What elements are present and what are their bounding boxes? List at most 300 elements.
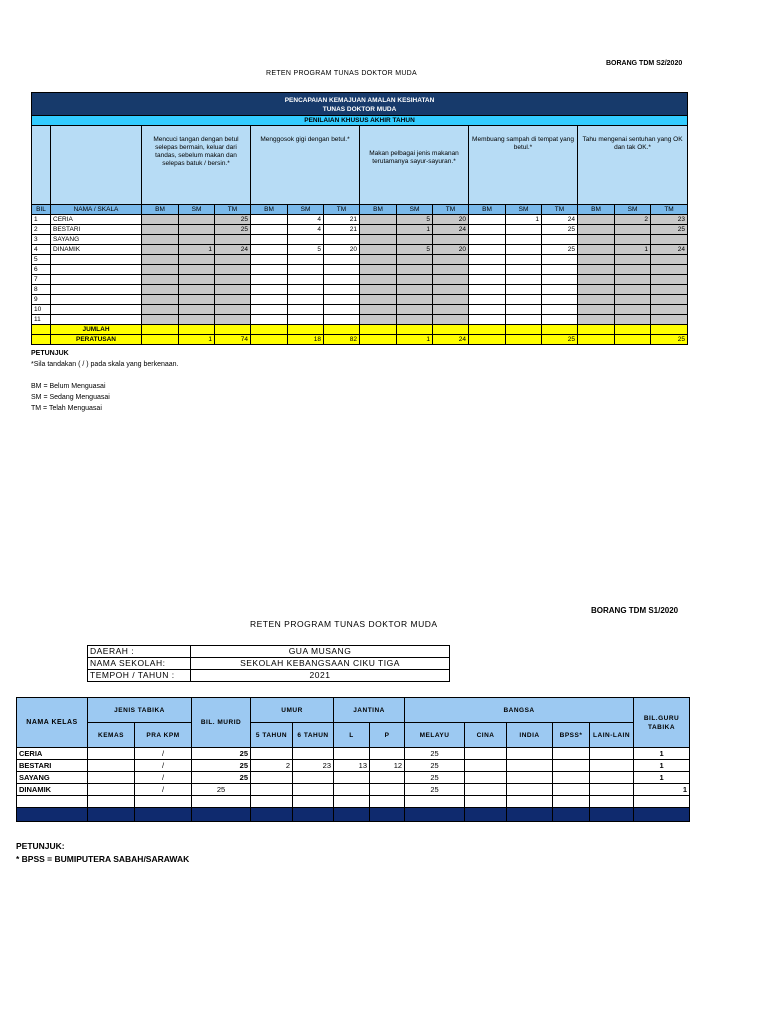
row-value	[433, 305, 469, 315]
scale-header: SM	[397, 205, 433, 215]
row-value: 5	[397, 245, 433, 255]
row-value: 20	[324, 245, 360, 255]
cell-u5	[251, 772, 293, 784]
legend-tm: TM = Telah Menguasai	[31, 405, 102, 412]
cell-india	[507, 784, 553, 796]
criteria-blank-2	[51, 126, 142, 205]
row-value	[651, 305, 688, 315]
row-value	[179, 315, 215, 325]
blank-cell	[293, 796, 334, 808]
cell-p	[370, 772, 405, 784]
cell-lain	[590, 748, 634, 760]
row-value: 25	[542, 245, 578, 255]
form2-title: RETEN PROGRAM TUNAS DOKTOR MUDA	[250, 619, 438, 629]
row-bil: 7	[32, 275, 51, 285]
table-row	[17, 760, 690, 772]
row-value: 1	[506, 215, 542, 225]
row-value	[397, 255, 433, 265]
row-nama	[51, 305, 142, 315]
row-value	[360, 215, 397, 225]
cell-guru: 1	[634, 760, 690, 772]
col-nama: NAMA / SKALA	[51, 205, 142, 215]
hdr-5tahun: 5 TAHUN	[251, 723, 293, 748]
cell-murid: 25	[192, 784, 251, 796]
jumlah-cell	[251, 325, 288, 335]
row-value	[433, 315, 469, 325]
row-value: 25	[215, 225, 251, 235]
row-value	[324, 275, 360, 285]
jumlah-cell	[324, 325, 360, 335]
total-bar-cell	[334, 808, 370, 822]
row-value	[360, 295, 397, 305]
row-value	[215, 285, 251, 295]
row-value	[433, 285, 469, 295]
cell-prakpm: /	[135, 760, 192, 772]
row-value	[615, 235, 651, 245]
row-value	[615, 225, 651, 235]
cell-cina	[465, 748, 507, 760]
row-value	[578, 305, 615, 315]
row-value: 2	[615, 215, 651, 225]
cell-u5	[251, 784, 293, 796]
row-value	[542, 315, 578, 325]
row-value	[360, 305, 397, 315]
row-value	[397, 295, 433, 305]
cell-kemas	[88, 784, 135, 796]
row-value	[360, 265, 397, 275]
cell-melayu: 25	[405, 760, 465, 772]
row-value	[288, 255, 324, 265]
blank-cell	[251, 796, 293, 808]
cell-guru: 1	[634, 784, 690, 796]
cell-prakpm: /	[135, 784, 192, 796]
table-header-banner	[32, 93, 688, 116]
jumlah-row	[32, 325, 688, 335]
header-line-2: TUNAS DOKTOR MUDA	[322, 106, 397, 113]
peratusan-label: PERATUSAN	[51, 335, 142, 345]
info-value-tahun: 2021	[191, 670, 450, 682]
row-value	[651, 295, 688, 305]
row-value: 21	[324, 215, 360, 225]
cell-bpss	[553, 760, 590, 772]
row-value	[142, 305, 179, 315]
blank-cell	[634, 796, 690, 808]
cell-lain	[590, 772, 634, 784]
row-bil: 2	[32, 225, 51, 235]
hdr-p: P	[370, 723, 405, 748]
row-value	[469, 255, 506, 265]
row-value	[506, 255, 542, 265]
jumlah-cell	[506, 325, 542, 335]
row-value	[651, 275, 688, 285]
row-value	[578, 255, 615, 265]
jumlah-cell	[397, 325, 433, 335]
blank-cell	[88, 796, 135, 808]
cell-l: 13	[334, 760, 370, 772]
table-row	[32, 275, 688, 285]
scale-header: SM	[615, 205, 651, 215]
row-value	[615, 285, 651, 295]
row-value	[506, 315, 542, 325]
table-row	[17, 748, 690, 760]
total-bar-cell	[507, 808, 553, 822]
cell-l	[334, 748, 370, 760]
total-bar-cell	[553, 808, 590, 822]
header-line-1: PENCAPAIAN KEMAJUAN AMALAN KESIHATAN	[284, 97, 435, 104]
row-bil: 5	[32, 255, 51, 265]
jumlah-cell	[215, 325, 251, 335]
row-value: 24	[433, 225, 469, 235]
row-value	[433, 255, 469, 265]
row-nama	[51, 315, 142, 325]
row-bil: 6	[32, 265, 51, 275]
row-value	[215, 305, 251, 315]
info-label-daerah: DAERAH :	[88, 646, 191, 658]
row-bil: 1	[32, 215, 51, 225]
row-value	[506, 235, 542, 245]
row-value	[324, 265, 360, 275]
criteria-2: Menggosok gigi dengan betul.*	[251, 126, 360, 205]
row-value	[542, 305, 578, 315]
hdr-nama-kelas: NAMA KELAS	[17, 698, 88, 748]
row-bil: 10	[32, 305, 51, 315]
cell-nama: SAYANG	[17, 772, 88, 784]
legend-sm: SM = Sedang Menguasai	[31, 394, 110, 401]
row-value	[578, 235, 615, 245]
row-value	[578, 275, 615, 285]
total-bar-cell	[251, 808, 293, 822]
total-bar-cell	[405, 808, 465, 822]
cell-india	[507, 748, 553, 760]
row-nama	[51, 275, 142, 285]
peratusan-cell: 82	[324, 335, 360, 345]
col-bil: BIL	[32, 205, 51, 215]
cell-guru: 1	[634, 748, 690, 760]
peratusan-cell	[469, 335, 506, 345]
peratusan-row	[32, 335, 688, 345]
row-value	[142, 285, 179, 295]
peratusan-cell	[360, 335, 397, 345]
row-nama: BESTARI	[51, 225, 142, 235]
peratusan-cell	[142, 335, 179, 345]
row-value	[578, 295, 615, 305]
cell-p: 12	[370, 760, 405, 772]
row-nama: DINAMIK	[51, 245, 142, 255]
row-value	[142, 315, 179, 325]
peratusan-blank	[32, 335, 51, 345]
table-row	[32, 215, 688, 225]
row-value	[542, 255, 578, 265]
row-value	[251, 285, 288, 295]
row-bil: 9	[32, 295, 51, 305]
row-value	[288, 275, 324, 285]
school-info-table	[87, 645, 450, 682]
blank-cell	[192, 796, 251, 808]
row-value: 25	[215, 215, 251, 225]
row-value	[179, 295, 215, 305]
row-value	[433, 235, 469, 245]
row-value: 20	[433, 245, 469, 255]
class-summary-table	[16, 697, 690, 822]
row-value	[542, 275, 578, 285]
row-value	[324, 305, 360, 315]
peratusan-cell	[615, 335, 651, 345]
row-value	[215, 235, 251, 245]
row-value	[142, 295, 179, 305]
cell-india	[507, 772, 553, 784]
hdr-melayu: MELAYU	[405, 723, 465, 748]
jumlah-label: JUMLAH	[51, 325, 142, 335]
row-nama	[51, 265, 142, 275]
row-value: 4	[288, 225, 324, 235]
jumlah-cell	[142, 325, 179, 335]
row-nama: SAYANG	[51, 235, 142, 245]
peratusan-cell: 18	[288, 335, 324, 345]
table-row	[32, 245, 688, 255]
row-value	[179, 255, 215, 265]
row-value	[251, 275, 288, 285]
row-value	[578, 285, 615, 295]
row-value	[506, 305, 542, 315]
jumlah-cell	[288, 325, 324, 335]
row-value	[215, 315, 251, 325]
cell-india	[507, 760, 553, 772]
total-bar-cell	[192, 808, 251, 822]
row-value	[251, 225, 288, 235]
row-value: 24	[651, 245, 688, 255]
row-value	[215, 265, 251, 275]
jumlah-cell	[542, 325, 578, 335]
scale-header: SM	[506, 205, 542, 215]
row-bil: 3	[32, 235, 51, 245]
row-value	[288, 305, 324, 315]
row-value: 21	[324, 225, 360, 235]
jumlah-cell	[360, 325, 397, 335]
criteria-1: Mencuci tangan dengan betul selepas bermain, keluar dari tandas, sebelum makan dan selepas batuk / bersin.*	[142, 126, 251, 205]
row-value	[469, 245, 506, 255]
row-value	[651, 235, 688, 245]
criteria-4: Membuang sampah di tempat yang betul.*	[469, 126, 578, 205]
jumlah-cell	[651, 325, 688, 335]
hdr-bpss: BPSS*	[553, 723, 590, 748]
cell-kemas	[88, 748, 135, 760]
cell-u6	[293, 784, 334, 796]
total-bar-cell	[634, 808, 690, 822]
jumlah-cell	[615, 325, 651, 335]
cell-prakpm: /	[135, 748, 192, 760]
table-row	[32, 265, 688, 275]
row-value	[397, 235, 433, 245]
cell-murid: 25	[192, 748, 251, 760]
jumlah-blank	[32, 325, 51, 335]
row-value	[288, 265, 324, 275]
row-value	[433, 295, 469, 305]
total-bar-cell	[465, 808, 507, 822]
form2-code: BORANG TDM S1/2020	[591, 606, 679, 615]
notes-title: PETUNJUK	[31, 350, 69, 357]
row-value	[506, 275, 542, 285]
row-value	[578, 315, 615, 325]
row-value	[542, 285, 578, 295]
hdr-kemas: KEMAS	[88, 723, 135, 748]
row-value	[469, 265, 506, 275]
total-bar-cell	[88, 808, 135, 822]
row-value	[288, 235, 324, 245]
jumlah-cell	[179, 325, 215, 335]
hdr-prakpm: PRA KPM	[135, 723, 192, 748]
row-value	[360, 245, 397, 255]
row-value	[651, 285, 688, 295]
row-value	[179, 305, 215, 315]
legend-bm: BM = Belum Menguasai	[31, 383, 106, 390]
row-value: 23	[651, 215, 688, 225]
scale-header: BM	[142, 205, 179, 215]
row-value	[469, 275, 506, 285]
jumlah-cell	[578, 325, 615, 335]
row-value	[360, 285, 397, 295]
info-label-sekolah: NAMA SEKOLAH:	[88, 658, 191, 670]
table-row	[32, 255, 688, 265]
row-value	[469, 225, 506, 235]
row-value	[179, 285, 215, 295]
row-value	[288, 295, 324, 305]
total-bar-cell	[590, 808, 634, 822]
row-value	[360, 225, 397, 235]
row-value	[397, 275, 433, 285]
row-value	[288, 285, 324, 295]
notes-line: *Sila tandakan ( / ) pada skala yang berkenaan.	[31, 361, 179, 368]
row-value	[251, 255, 288, 265]
row-value	[469, 235, 506, 245]
row-value	[142, 215, 179, 225]
cell-u6	[293, 748, 334, 760]
hdr-cina: CINA	[465, 723, 507, 748]
scale-header: BM	[360, 205, 397, 215]
peratusan-cell: 1	[179, 335, 215, 345]
row-value: 4	[288, 215, 324, 225]
row-bil: 4	[32, 245, 51, 255]
row-value	[179, 275, 215, 285]
table-row	[17, 784, 690, 796]
peratusan-cell: 74	[215, 335, 251, 345]
row-value	[651, 315, 688, 325]
row-value	[506, 285, 542, 295]
row-value	[251, 305, 288, 315]
table-row	[32, 295, 688, 305]
peratusan-cell: 24	[433, 335, 469, 345]
cell-bpss	[553, 772, 590, 784]
row-value	[578, 215, 615, 225]
cell-nama: CERIA	[17, 748, 88, 760]
row-value: 24	[542, 215, 578, 225]
row-value	[251, 295, 288, 305]
row-value	[542, 295, 578, 305]
scale-header: TM	[542, 205, 578, 215]
row-value: 1	[615, 245, 651, 255]
peratusan-cell	[578, 335, 615, 345]
row-value: 5	[397, 215, 433, 225]
row-value	[251, 245, 288, 255]
row-value: 25	[651, 225, 688, 235]
row-value	[251, 235, 288, 245]
cell-lain	[590, 760, 634, 772]
total-bar-cell	[370, 808, 405, 822]
row-value: 5	[288, 245, 324, 255]
row-nama	[51, 255, 142, 265]
row-value	[215, 275, 251, 285]
row-value: 24	[215, 245, 251, 255]
peratusan-cell: 25	[651, 335, 688, 345]
scale-header: BM	[578, 205, 615, 215]
row-value	[506, 225, 542, 235]
row-value	[578, 225, 615, 235]
row-value	[397, 285, 433, 295]
blank-cell	[507, 796, 553, 808]
peratusan-cell: 1	[397, 335, 433, 345]
row-value	[615, 295, 651, 305]
hdr-india: INDIA	[507, 723, 553, 748]
row-value	[433, 275, 469, 285]
row-value	[506, 265, 542, 275]
blank-cell	[17, 796, 88, 808]
form2-notes-title: PETUNJUK:	[16, 841, 65, 851]
row-value	[469, 295, 506, 305]
total-bar-cell	[135, 808, 192, 822]
info-label-tahun: TEMPOH / TAHUN :	[88, 670, 191, 682]
info-value-daerah: GUA MUSANG	[191, 646, 450, 658]
cell-kemas	[88, 760, 135, 772]
cell-u6: 23	[293, 760, 334, 772]
cell-guru: 1	[634, 772, 690, 784]
cell-u5: 2	[251, 760, 293, 772]
peratusan-cell	[506, 335, 542, 345]
cell-kemas	[88, 772, 135, 784]
row-value	[179, 265, 215, 275]
row-value	[615, 275, 651, 285]
row-value: 25	[542, 225, 578, 235]
row-value: 1	[397, 225, 433, 235]
row-value	[142, 275, 179, 285]
row-value	[142, 245, 179, 255]
blank-cell	[370, 796, 405, 808]
row-value	[469, 305, 506, 315]
row-nama	[51, 285, 142, 295]
table-row	[32, 315, 688, 325]
cell-cina	[465, 784, 507, 796]
row-value	[397, 265, 433, 275]
cell-nama: BESTARI	[17, 760, 88, 772]
jumlah-cell	[469, 325, 506, 335]
row-value: 1	[179, 245, 215, 255]
row-value	[179, 235, 215, 245]
row-bil: 11	[32, 315, 51, 325]
cell-melayu: 25	[405, 784, 465, 796]
scale-header: TM	[433, 205, 469, 215]
cell-cina	[465, 760, 507, 772]
row-value	[578, 245, 615, 255]
blank-cell	[465, 796, 507, 808]
row-value	[615, 255, 651, 265]
scale-header: TM	[651, 205, 688, 215]
hdr-lain: LAIN-LAIN	[590, 723, 634, 748]
total-bar-row	[17, 808, 690, 822]
total-bar-cell	[293, 808, 334, 822]
peratusan-cell: 25	[542, 335, 578, 345]
cell-melayu: 25	[405, 748, 465, 760]
cell-nama: DINAMIK	[17, 784, 88, 796]
hdr-jantina: JANTINA	[334, 698, 405, 723]
row-value	[360, 235, 397, 245]
